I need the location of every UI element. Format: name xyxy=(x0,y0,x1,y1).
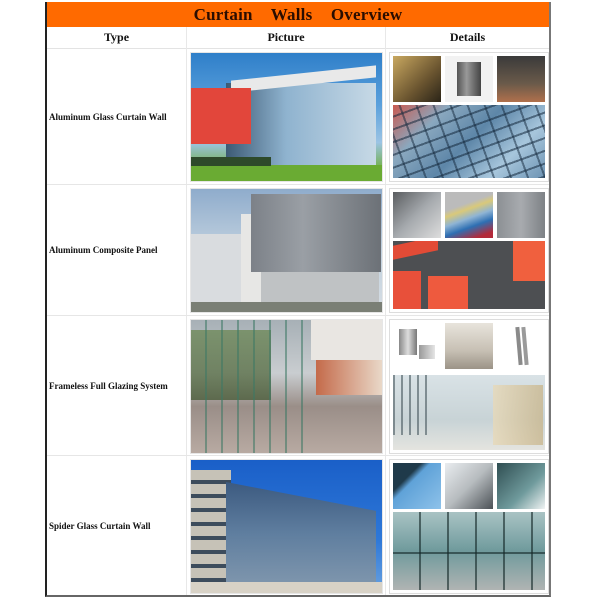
detail-thumb xyxy=(445,56,493,102)
detail-thumb xyxy=(497,192,545,238)
column-header-details: Details xyxy=(385,27,549,49)
details-aluminum-composite-panel xyxy=(389,188,549,313)
detail-main-image xyxy=(393,512,545,590)
detail-thumb xyxy=(497,323,545,369)
column-header-type: Type xyxy=(47,27,186,49)
details-aluminum-glass-curtain-wall xyxy=(389,52,549,182)
detail-main-image xyxy=(393,105,545,178)
details-frameless-full-glazing xyxy=(389,319,549,454)
detail-thumb xyxy=(393,323,441,369)
detail-main-image xyxy=(393,375,545,450)
picture-aluminum-composite-panel xyxy=(190,188,383,313)
picture-spider-glass-curtain-wall xyxy=(190,459,383,594)
detail-thumb xyxy=(497,56,545,102)
row-type-label: Aluminum Composite Panel xyxy=(49,245,158,255)
title-bar xyxy=(47,2,549,27)
table-row xyxy=(47,49,549,185)
row-type-label: Aluminum Glass Curtain Wall xyxy=(49,111,167,122)
page-title: Curtain Walls Overview xyxy=(193,4,403,24)
table-row xyxy=(47,316,549,456)
row-type-label: Frameless Full Glazing System xyxy=(49,380,168,391)
detail-thumb xyxy=(393,463,441,509)
detail-thumb xyxy=(393,192,441,238)
detail-thumb xyxy=(393,56,441,102)
detail-thumb xyxy=(445,463,493,509)
detail-thumb xyxy=(497,463,545,509)
picture-frameless-full-glazing xyxy=(190,319,383,454)
details-spider-glass-curtain-wall xyxy=(389,459,549,594)
detail-main-image xyxy=(393,241,545,309)
picture-aluminum-glass-curtain-wall xyxy=(190,52,383,182)
table-row xyxy=(47,456,549,595)
row-type-label: Spider Glass Curtain Wall xyxy=(49,520,151,531)
column-header-picture: Picture xyxy=(186,27,385,49)
table-row xyxy=(47,185,549,316)
detail-thumb xyxy=(445,323,493,369)
curtain-walls-table xyxy=(45,2,551,597)
detail-thumb xyxy=(445,192,493,238)
